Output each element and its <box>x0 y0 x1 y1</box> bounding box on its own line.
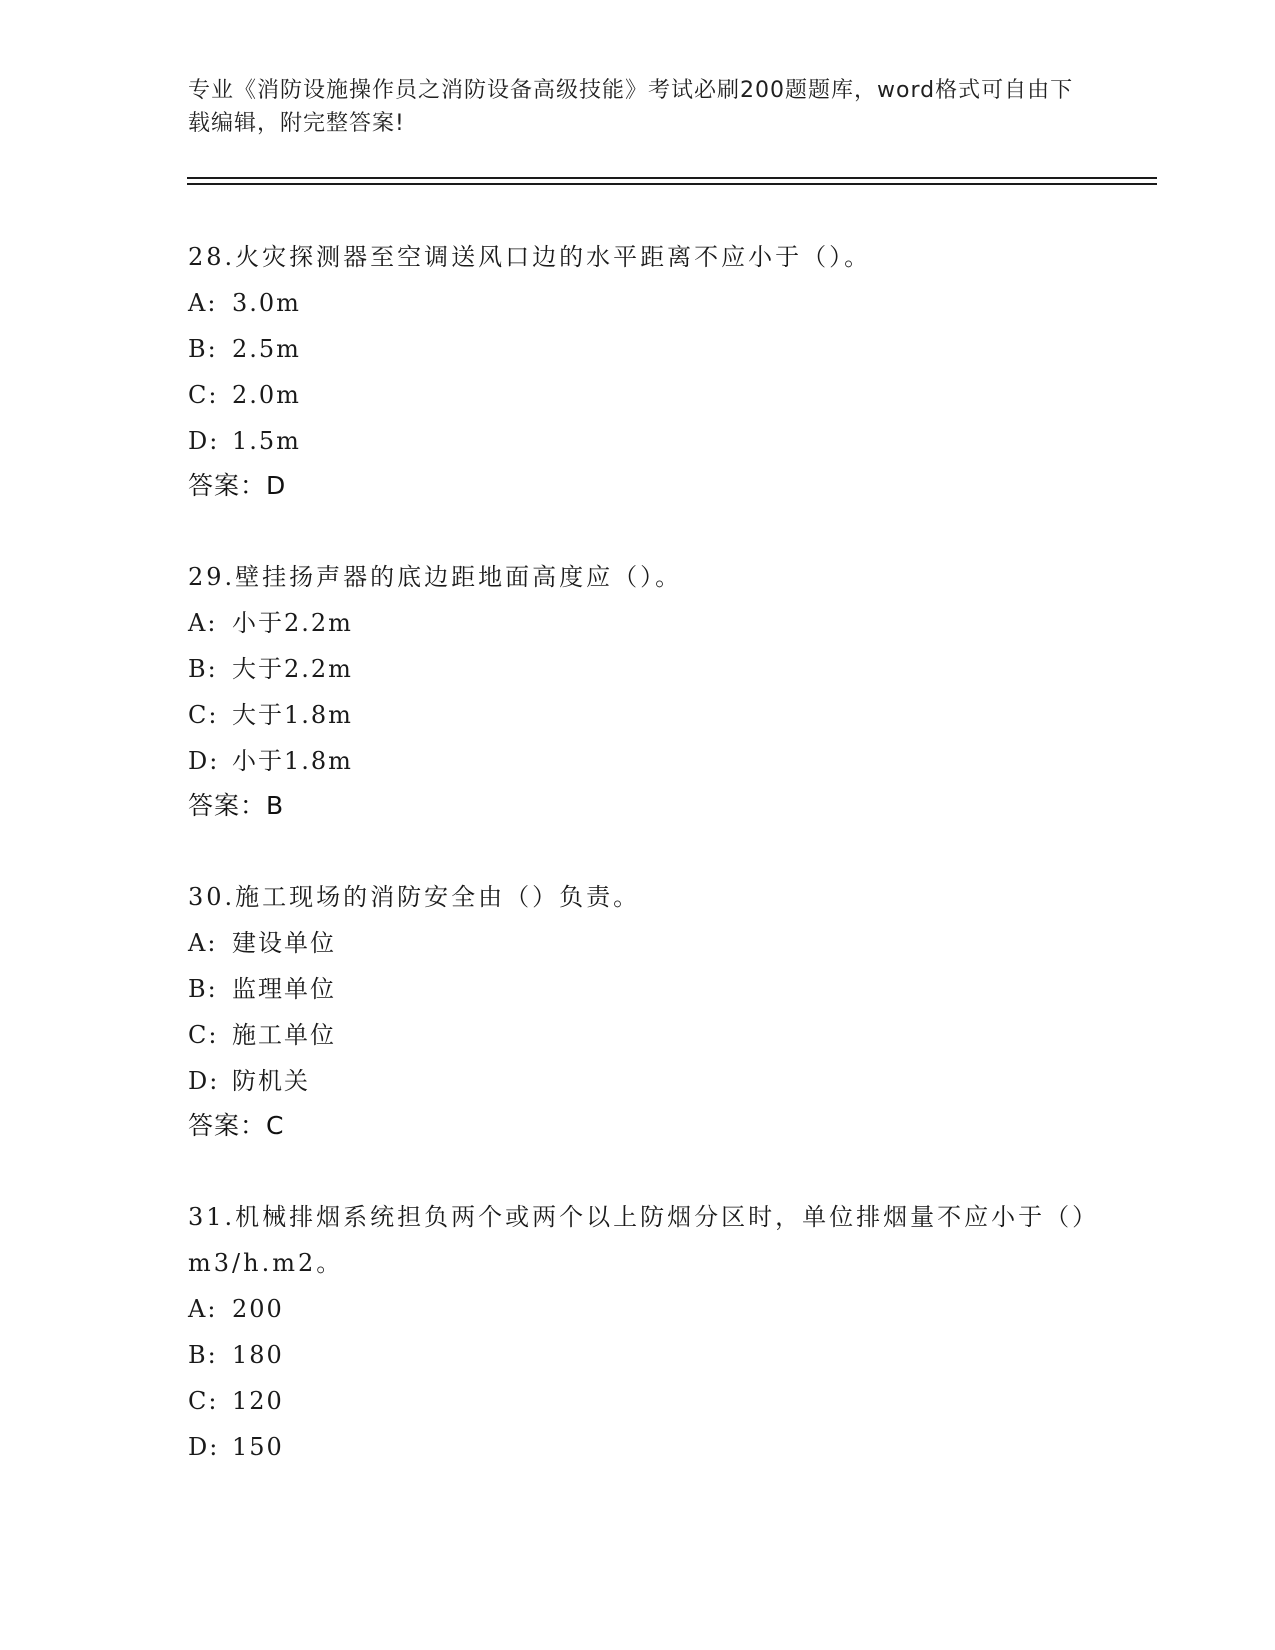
question-31 <box>188 1194 1088 1470</box>
option-letter: D: <box>188 427 220 455</box>
option-d <box>188 1058 1088 1104</box>
option-letter: C: <box>188 381 219 409</box>
option-letter: B: <box>188 335 218 363</box>
option-text: 2.0m <box>232 381 301 409</box>
option-text: 200 <box>232 1295 284 1323</box>
option-text: 180 <box>232 1341 284 1369</box>
option-text: 2.5m <box>232 335 301 363</box>
option-letter: A: <box>188 289 218 317</box>
option-letter: D: <box>188 1067 220 1095</box>
option-letter: C: <box>188 1021 219 1049</box>
question-29 <box>188 554 1088 828</box>
option-b <box>188 326 1088 372</box>
answer-line: 答案：B <box>188 791 285 820</box>
option-text: 150 <box>232 1433 284 1461</box>
option-c <box>188 1378 1088 1424</box>
option-letter: A: <box>188 609 218 637</box>
option-letter: C: <box>188 1387 219 1415</box>
header-divider-bottom <box>187 183 1157 185</box>
option-letter: A: <box>188 929 218 957</box>
option-text: 1.5m <box>232 427 301 455</box>
question-stem: 28.火灾探测器至空调送风口边的水平距离不应小于（）。 <box>188 243 872 271</box>
option-letter: C: <box>188 701 219 729</box>
option-text: 大于2.2m <box>232 655 353 683</box>
option-text: 小于2.2m <box>232 609 353 637</box>
option-c <box>188 372 1088 418</box>
option-a <box>188 280 1088 326</box>
option-text: 施工单位 <box>232 1021 336 1049</box>
option-text: 小于1.8m <box>232 747 353 775</box>
option-a <box>188 1286 1088 1332</box>
option-text: 建设单位 <box>232 929 336 957</box>
option-text: 3.0m <box>232 289 301 317</box>
option-letter: A: <box>188 1295 218 1323</box>
question-stem: 29.壁挂扬声器的底边距地面高度应（）。 <box>188 563 683 591</box>
option-text: 监理单位 <box>232 975 336 1003</box>
option-letter: B: <box>188 655 218 683</box>
option-text: 防机关 <box>232 1067 310 1095</box>
option-text: 120 <box>232 1387 284 1415</box>
header-divider-top <box>187 177 1157 179</box>
option-letter: B: <box>188 975 218 1003</box>
option-text: 大于1.8m <box>232 701 353 729</box>
answer-line: 答案：D <box>188 471 287 500</box>
option-letter: B: <box>188 1341 218 1369</box>
question-28 <box>188 234 1088 508</box>
option-c <box>188 692 1088 738</box>
option-a <box>188 600 1088 646</box>
option-c <box>188 1012 1088 1058</box>
option-d <box>188 1424 1088 1470</box>
question-30 <box>188 874 1088 1148</box>
question-stem: 30.施工现场的消防安全由（）负责。 <box>188 883 641 911</box>
option-d <box>188 418 1088 464</box>
option-b <box>188 646 1088 692</box>
document-header: 专业《消防设施操作员之消防设备高级技能》考试必刷200题题库，word格式可自由下载编辑，附完整答案! <box>188 78 1074 136</box>
option-letter: D: <box>188 1433 220 1461</box>
question-stem: 31.机械排烟系统担负两个或两个以上防烟分区时，单位排烟量不应小于（）m3/h.m2。 <box>188 1203 1088 1277</box>
option-d <box>188 738 1088 784</box>
answer-line: 答案：C <box>188 1111 285 1140</box>
option-b <box>188 1332 1088 1378</box>
option-a <box>188 920 1088 966</box>
option-letter: D: <box>188 747 220 775</box>
option-b <box>188 966 1088 1012</box>
